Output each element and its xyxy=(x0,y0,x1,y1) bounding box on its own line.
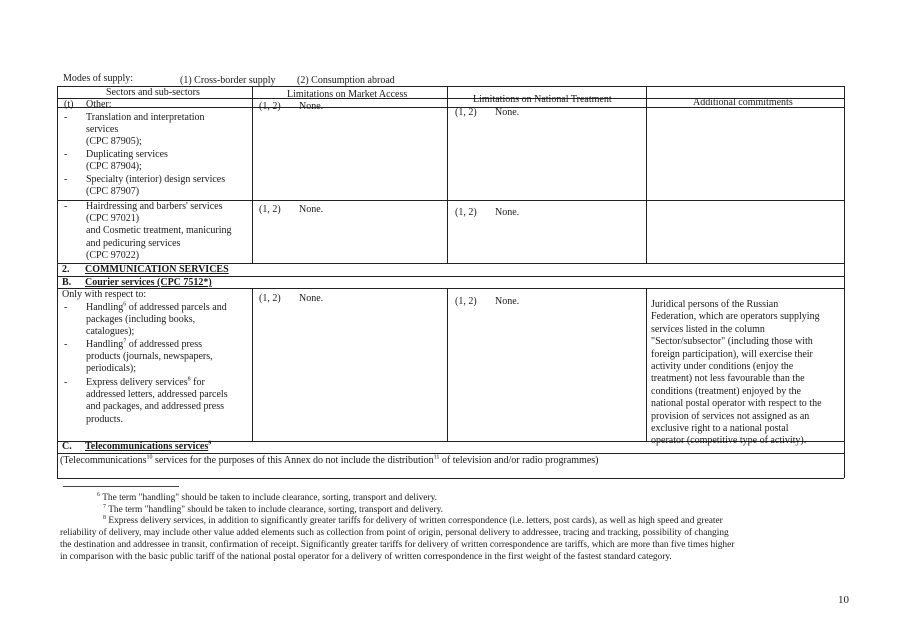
footnote-8-first-line: $^8$ Express delivery services, in addition to significantly greater tariffs for delivery of written correspondence (i.e. letters, post cards), as well as high speed and greater xyxy=(103,514,723,526)
row2-item-hairdressing: Hairdressing and barbers' services (CPC 97021) and Cosmetic treatment, manicuring and pedicuring services (CPC 97022) xyxy=(86,201,232,261)
row3-item-handling-press: Handling$^7$ of addressed press products (journals, newspapers, periodicals); xyxy=(86,338,213,375)
header-additional: Additional commitments xyxy=(693,97,793,108)
row1-nt-code: (1, 2) xyxy=(455,107,477,118)
section-2-number: 2. xyxy=(62,264,70,275)
footnote-7: $^7$ The term "handling" should be taken to include clearance, sorting, transport and delivery. xyxy=(103,503,443,515)
modes-cross-border: (1) Cross-border supply xyxy=(180,75,276,86)
footnote-8-line-4: in comparison with the basic public tariff of the national postal operator for a delivery of written correspondence in the first weight of the fastest standard category. xyxy=(60,552,672,562)
header-sectors: Sectors and sub-sectors xyxy=(106,87,200,98)
row3-item-handling-parcels: Handling$^6$ of addressed parcels and packages (including books, catalogues); xyxy=(86,301,227,338)
modes-consumption: (2) Consumption abroad xyxy=(297,75,395,86)
row1-other: Other: xyxy=(86,99,112,110)
row1-dash-2: - xyxy=(64,149,68,160)
row1-item-translation: Translation and interpretation services (CPC 87905); xyxy=(86,112,205,148)
header-market-access: Limitations on Market Access xyxy=(287,89,408,100)
section-b-title: Courier services (CPC 7512*) xyxy=(85,277,212,288)
section-b-letter: B. xyxy=(62,277,72,288)
footnote-6: $^6$ The term "handling" should be taken to include clearance, sorting, transport and delivery. xyxy=(97,491,437,503)
footnote-8-line-3: the destination and addressee in transit, confirmation of receipt. Significantly greater tariffs for delivery of written correspondence are tariffs, which are more than five times higher xyxy=(60,540,735,550)
row1-marker: (t) xyxy=(64,99,74,110)
row3-ma-code: (1, 2) xyxy=(259,293,281,304)
row3-additional-commitments: Juridical persons of the Russian Federation, which are operators supplying services listed in the column "Sector/subsector" (including those with foreign participation), will exercise their activity under conditions (enjoy the treatment) not less favourable than the conditions (treatment) enjoyed by the national postal operator with respect to the provision of services not assigned as an exclusive right to a national postal operator (competitive type of activity). xyxy=(651,299,822,447)
row1-item-design: Specialty (interior) design services (CPC 87907) xyxy=(86,174,226,198)
section-2-title: COMMUNICATION SERVICES xyxy=(85,264,229,275)
row1-ma-text: None. xyxy=(299,101,324,112)
footnote-8-line-2: reliability of delivery, may include other value added elements such as collection from point of origin, personal delivery to addressee, tracing and tracking, possibility of changing xyxy=(60,528,729,538)
header-national-treatment: Limitations on National Treatment xyxy=(473,94,612,105)
row3-nt-text: None. xyxy=(495,296,520,307)
modes-label: Modes of supply: xyxy=(63,73,133,84)
row1-dash-3: - xyxy=(64,174,68,185)
row2-ma-code: (1, 2) xyxy=(259,204,281,215)
row2-nt-text: None. xyxy=(495,207,520,218)
row1-nt-text: None. xyxy=(495,107,520,118)
row3-dash-3: - xyxy=(64,377,68,388)
row3-dash-1: - xyxy=(64,302,68,313)
row1-ma-code: (1, 2) xyxy=(259,101,281,112)
row3-intro: Only with respect to: xyxy=(62,289,147,300)
row3-nt-code: (1, 2) xyxy=(455,296,477,307)
section-c-letter: C. xyxy=(62,441,72,452)
page-number: 10 xyxy=(838,594,849,606)
section-c-note: (Telecommunications$^{10}$ services for the purposes of this Annex do not include the distribution$^{11}$ of television and/or radio programmes) xyxy=(60,454,599,466)
row1-item-duplicating: Duplicating services (CPC 87904); xyxy=(86,149,168,173)
row2-nt-code: (1, 2) xyxy=(455,207,477,218)
row1-dash-1: - xyxy=(64,112,68,123)
footnote-separator xyxy=(63,486,179,487)
row2-ma-text: None. xyxy=(299,204,324,215)
row3-dash-2: - xyxy=(64,339,68,350)
row3-item-express-delivery: Express delivery services$^8$ for addressed letters, addressed parcels and packages, and addressed press products. xyxy=(86,376,228,425)
row2-dash: - xyxy=(64,201,68,212)
section-c-title: Telecommunications services$^9$ xyxy=(85,440,212,452)
row3-ma-text: None. xyxy=(299,293,324,304)
